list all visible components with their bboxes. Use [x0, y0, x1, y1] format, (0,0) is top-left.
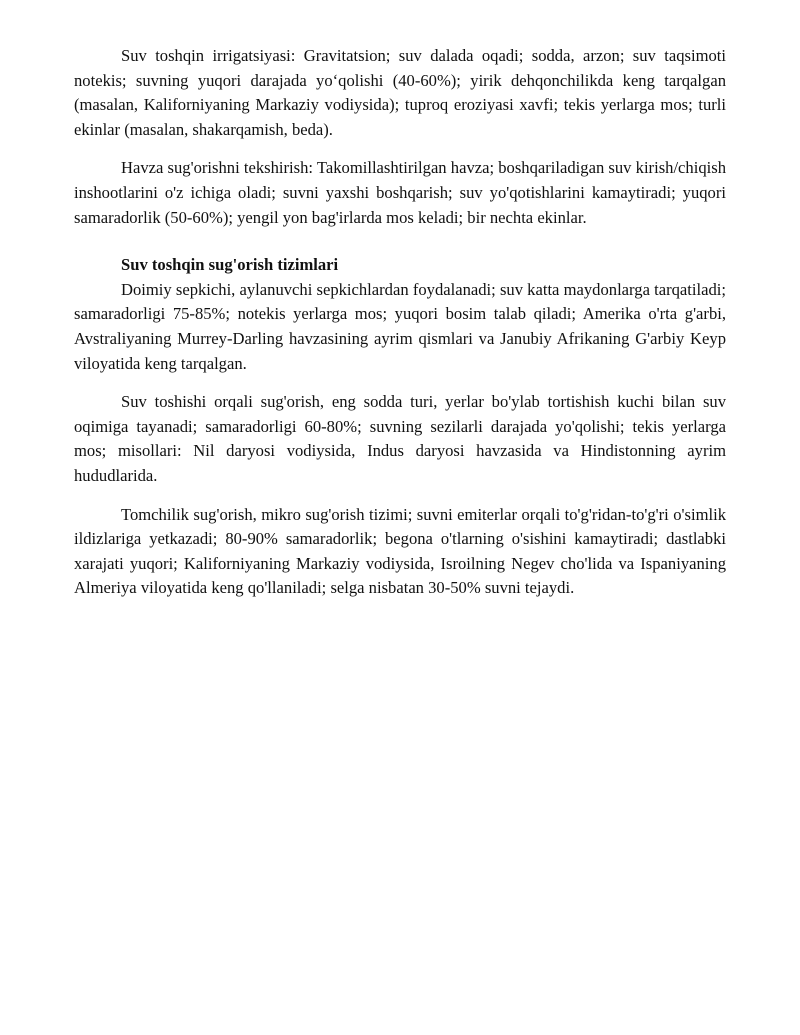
- section-heading: Suv toshqin sug'orish tizimlari: [121, 255, 339, 275]
- paragraph-flood-irrigation: Suv toshqin irrigatsiyasi: Gravitatsion; suv dalada oqadi; sodda, arzon; suv taqsimoti notekis; suvning yuqori darajada yo‘qolishi (40-60%); yirik dehqonchilikda keng tarqalgan (masalan, Kaliforniyaning Markaziy vodiysida); tuproq eroziyasi xavfi; tekis yerlarga mos; turli ekinlar (masalan, shakarqamish, beda).: [74, 46, 726, 139]
- paragraph-basin-irrigation: Havza sug'orishni tekshirish: Takomillashtirilgan havza; boshqariladigan suv kirish/chiqish inshootlarini o'z ichiga oladi; suvni yaxshi boshqarish; suv yo'qotishlarini kamaytiradi; yuqori samaradorlik (50-60%); yengil yon bag'irlarda mos keladi; bir nechta ekinlar.: [74, 158, 726, 227]
- paragraph-sprinkler-irrigation: Doimiy sepkichi, aylanuvchi sepkichlardan foydalanadi; suv katta maydonlarga tarqatiladi; samaradorligi 75-85%; notekis yerlarga mos; yuqori bosim talab qiladi; Amerika o'rta g'arbi, Avstraliyaning Murrey-Darling havzasining ayrim qismlari va Janubiy Afrikaning G'arbiy Keyp viloyatida keng tarqalgan.: [74, 279, 726, 373]
- document-page: [74, 44, 726, 601]
- paragraph-surface-irrigation: Suv toshishi orqali sug'orish, eng sodda turi, yerlar bo'ylab tortishish kuchi bilan suv oqimiga tayanadi; samaradorligi 60-80%; suvning sezilarli darajada yo'qolishi; tekis yerlarga mos; misollari: Nil daryosi vodiysida, Indus daryosi havzasida va Hindistonning ayrim hududlarida.: [74, 392, 726, 485]
- paragraph-drip-irrigation: Tomchilik sug'orish, mikro sug'orish tizimi; suvni emiterlar orqali to'g'ridan-to'g'ri o'simlik ildizlariga yetkazadi; 80-90% samaradorlik; begona o'tlarning o'sishini kamaytiradi; dastlabki xarajati yuqori; Kaliforniyaning Markaziy vodiysida, Isroilning Negev cho'lida va Ispaniyaning Almeriya viloyatida keng qo'llaniladi; selga nisbatan 30-50% suvni tejaydi.: [74, 504, 726, 598]
